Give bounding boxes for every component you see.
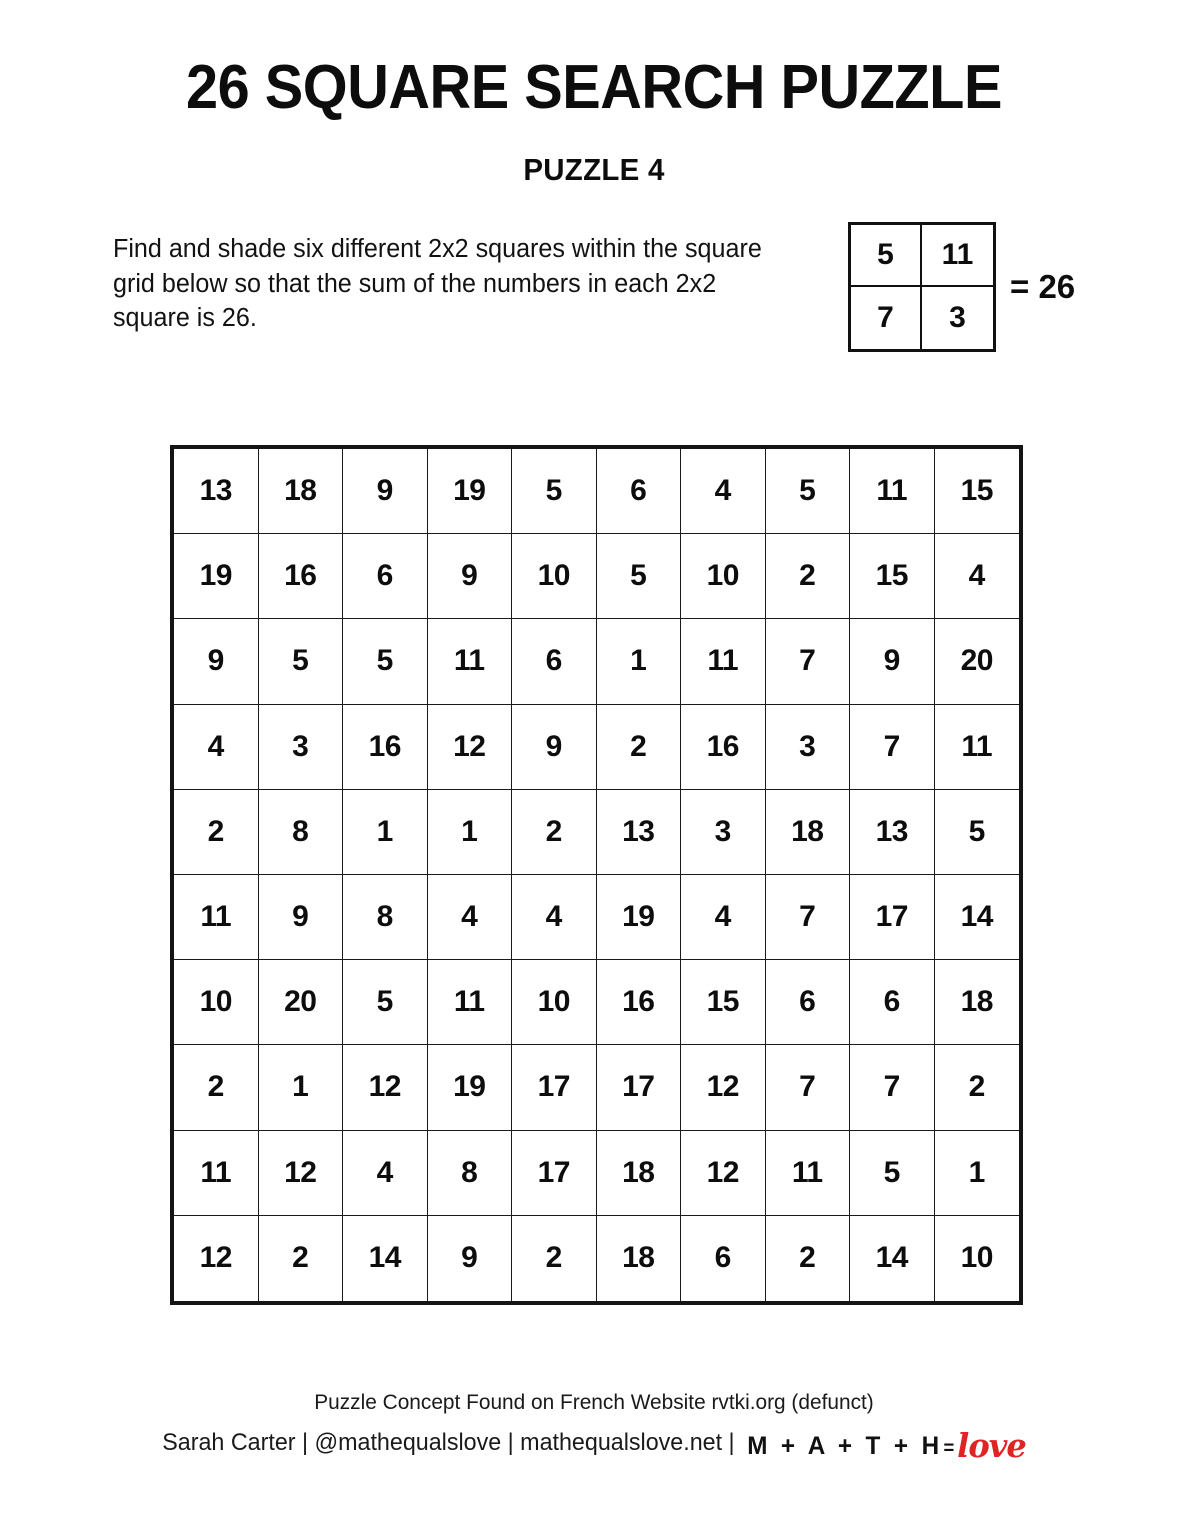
grid-cell[interactable]: 10 bbox=[960, 1241, 993, 1275]
grid-cell[interactable]: 15 bbox=[935, 449, 1020, 534]
grid-cell[interactable]: 2 bbox=[259, 1216, 344, 1301]
grid-cell[interactable]: 2 bbox=[597, 705, 682, 790]
grid-cell[interactable]: 12 bbox=[343, 1045, 428, 1130]
grid-cell[interactable]: 17 bbox=[512, 1045, 597, 1130]
grid-cell[interactable]: 4 bbox=[428, 875, 513, 960]
grid-cell[interactable]: 6 bbox=[512, 619, 597, 704]
logo-equals-sign: = bbox=[943, 1438, 955, 1460]
grid-cell[interactable]: 17 bbox=[512, 1131, 597, 1216]
example-grid bbox=[848, 222, 996, 352]
grid-cell[interactable]: 13 bbox=[597, 790, 682, 875]
logo-love-script: love bbox=[957, 1426, 1026, 1466]
grid-cell[interactable]: 1 bbox=[343, 790, 428, 875]
footer-author-credit: Sarah Carter | @mathequalslove | mathequalslove.net | bbox=[162, 1428, 735, 1456]
grid-cell[interactable]: 2 bbox=[766, 534, 851, 619]
grid-cell[interactable]: 1 bbox=[597, 619, 682, 704]
footer-source-line: Puzzle Concept Found on French Website rvtki.org (defunct) bbox=[314, 1390, 874, 1414]
grid-cell[interactable]: 6 bbox=[681, 1216, 766, 1301]
grid-cell[interactable]: 19 bbox=[428, 1045, 513, 1130]
footer-credit-line bbox=[18, 1423, 1170, 1466]
example-cell: 7 bbox=[851, 287, 922, 349]
grid-cell[interactable]: 11 bbox=[428, 960, 513, 1045]
grid-cell[interactable]: 5 bbox=[512, 449, 597, 534]
grid-cell[interactable]: 5 bbox=[343, 960, 428, 1045]
grid-cell[interactable]: 4 bbox=[681, 449, 766, 534]
grid-cell[interactable]: 13 bbox=[850, 790, 935, 875]
grid-cell[interactable]: 9 bbox=[174, 619, 259, 704]
grid-cell[interactable]: 18 bbox=[766, 790, 851, 875]
grid-cell[interactable]: 6 bbox=[597, 449, 682, 534]
grid-cell[interactable]: 10 bbox=[512, 534, 597, 619]
grid-cell[interactable]: 7 bbox=[850, 705, 935, 790]
grid-cell[interactable]: 9 bbox=[428, 1216, 513, 1301]
grid-cell[interactable]: 11 bbox=[850, 449, 935, 534]
grid-cell[interactable]: 4 bbox=[174, 705, 259, 790]
instructions-text: Find and shade six different 2x2 squares within the square grid below so that the sum of the numbers in each 2x2 square is 26. bbox=[113, 235, 762, 333]
footer bbox=[0, 1386, 1188, 1466]
grid-cell[interactable]: 9 bbox=[512, 705, 597, 790]
grid-cell[interactable]: 4 bbox=[343, 1131, 428, 1216]
grid-cell[interactable]: 16 bbox=[681, 705, 766, 790]
grid-cell[interactable]: 11 bbox=[766, 1131, 851, 1216]
example-cell: 5 bbox=[851, 225, 922, 287]
grid-cell[interactable]: 7 bbox=[766, 1045, 851, 1130]
grid-cell[interactable]: 19 bbox=[597, 875, 682, 960]
grid-cell[interactable]: 2 bbox=[512, 1216, 597, 1301]
grid-cell[interactable]: 1 bbox=[428, 790, 513, 875]
grid-cell[interactable]: 5 bbox=[259, 619, 344, 704]
grid-cell[interactable]: 15 bbox=[681, 960, 766, 1045]
example-block bbox=[848, 222, 1075, 352]
grid-cell[interactable]: 7 bbox=[766, 619, 851, 704]
grid-cell[interactable]: 8 bbox=[428, 1131, 513, 1216]
grid-cell[interactable]: 7 bbox=[766, 875, 851, 960]
example-cell: 3 bbox=[949, 301, 966, 334]
grid-cell[interactable]: 3 bbox=[681, 790, 766, 875]
mathequalslove-logo bbox=[747, 1423, 1026, 1466]
grid-cell[interactable]: 19 bbox=[428, 449, 513, 534]
grid-cell[interactable]: 6 bbox=[343, 534, 428, 619]
grid-cell[interactable]: 8 bbox=[343, 875, 428, 960]
grid-cell[interactable]: 19 bbox=[174, 534, 259, 619]
grid-cell[interactable]: 1 bbox=[935, 1131, 1020, 1216]
grid-cell[interactable]: 18 bbox=[597, 1131, 682, 1216]
grid-cell[interactable]: 2 bbox=[174, 790, 259, 875]
grid-cell[interactable]: 9 bbox=[428, 534, 513, 619]
grid-cell[interactable]: 2 bbox=[174, 1045, 259, 1130]
grid-cell[interactable]: 3 bbox=[259, 705, 344, 790]
grid-cell[interactable]: 5 bbox=[597, 534, 682, 619]
grid-cell[interactable]: 16 bbox=[597, 960, 682, 1045]
grid-cell[interactable]: 17 bbox=[597, 1045, 682, 1130]
grid-cell[interactable]: 4 bbox=[935, 534, 1020, 619]
page-title: 26 SQUARE SEARCH PUZZLE bbox=[186, 53, 1002, 122]
grid-cell[interactable]: 8 bbox=[259, 790, 344, 875]
grid-cell[interactable]: 6 bbox=[766, 960, 851, 1045]
grid-cell[interactable]: 11 bbox=[935, 705, 1020, 790]
grid-cell[interactable]: 20 bbox=[935, 619, 1020, 704]
grid-cell[interactable]: 2 bbox=[512, 790, 597, 875]
example-sum-label: = 26 bbox=[1010, 268, 1076, 305]
grid-cell[interactable]: 11 bbox=[681, 619, 766, 704]
grid-cell[interactable]: 4 bbox=[681, 875, 766, 960]
puzzle-grid-border bbox=[170, 445, 1023, 1305]
puzzle-subtitle: PUZZLE 4 bbox=[523, 152, 665, 187]
grid-cell[interactable]: 18 bbox=[259, 449, 344, 534]
grid-cell[interactable]: 18 bbox=[935, 960, 1020, 1045]
grid-cell[interactable]: 10 bbox=[174, 960, 259, 1045]
grid-cell[interactable]: 5 bbox=[343, 619, 428, 704]
grid-cell[interactable]: 1 bbox=[259, 1045, 344, 1130]
grid-cell[interactable]: 11 bbox=[174, 1131, 259, 1216]
grid-cell[interactable]: 9 bbox=[259, 875, 344, 960]
grid-cell[interactable]: 3 bbox=[766, 705, 851, 790]
grid-cell[interactable]: 10 bbox=[681, 534, 766, 619]
grid-cell[interactable]: 10 bbox=[512, 960, 597, 1045]
grid-cell[interactable]: 7 bbox=[850, 1045, 935, 1130]
grid-cell[interactable]: 11 bbox=[174, 875, 259, 960]
grid-cell[interactable]: 13 bbox=[174, 449, 259, 534]
grid-cell[interactable]: 12 bbox=[174, 1216, 259, 1301]
puzzle-grid bbox=[174, 449, 1019, 1301]
grid-cell[interactable]: 2 bbox=[766, 1216, 851, 1301]
grid-cell[interactable]: 2 bbox=[935, 1045, 1020, 1130]
grid-cell[interactable]: 5 bbox=[850, 1131, 935, 1216]
grid-cell[interactable]: 17 bbox=[850, 875, 935, 960]
grid-cell[interactable]: 11 bbox=[428, 619, 513, 704]
logo-letters: M + A + T + H bbox=[747, 1432, 943, 1461]
grid-cell[interactable]: 16 bbox=[259, 534, 344, 619]
grid-cell[interactable]: 5 bbox=[766, 449, 851, 534]
grid-cell[interactable]: 12 bbox=[681, 1045, 766, 1130]
grid-cell[interactable]: 4 bbox=[512, 875, 597, 960]
grid-cell[interactable]: 18 bbox=[597, 1216, 682, 1301]
grid-cell[interactable]: 12 bbox=[681, 1131, 766, 1216]
grid-cell[interactable]: 15 bbox=[850, 534, 935, 619]
grid-cell[interactable]: 14 bbox=[850, 1216, 935, 1301]
grid-cell[interactable]: 14 bbox=[935, 875, 1020, 960]
grid-cell[interactable]: 12 bbox=[428, 705, 513, 790]
grid-cell[interactable]: 9 bbox=[343, 449, 428, 534]
grid-cell[interactable]: 16 bbox=[343, 705, 428, 790]
grid-cell[interactable]: 20 bbox=[259, 960, 344, 1045]
grid-cell[interactable]: 6 bbox=[850, 960, 935, 1045]
grid-cell[interactable]: 14 bbox=[343, 1216, 428, 1301]
grid-cell[interactable]: 9 bbox=[850, 619, 935, 704]
grid-cell[interactable]: 12 bbox=[259, 1131, 344, 1216]
example-cell: 11 bbox=[922, 225, 993, 287]
grid-cell[interactable]: 5 bbox=[935, 790, 1020, 875]
